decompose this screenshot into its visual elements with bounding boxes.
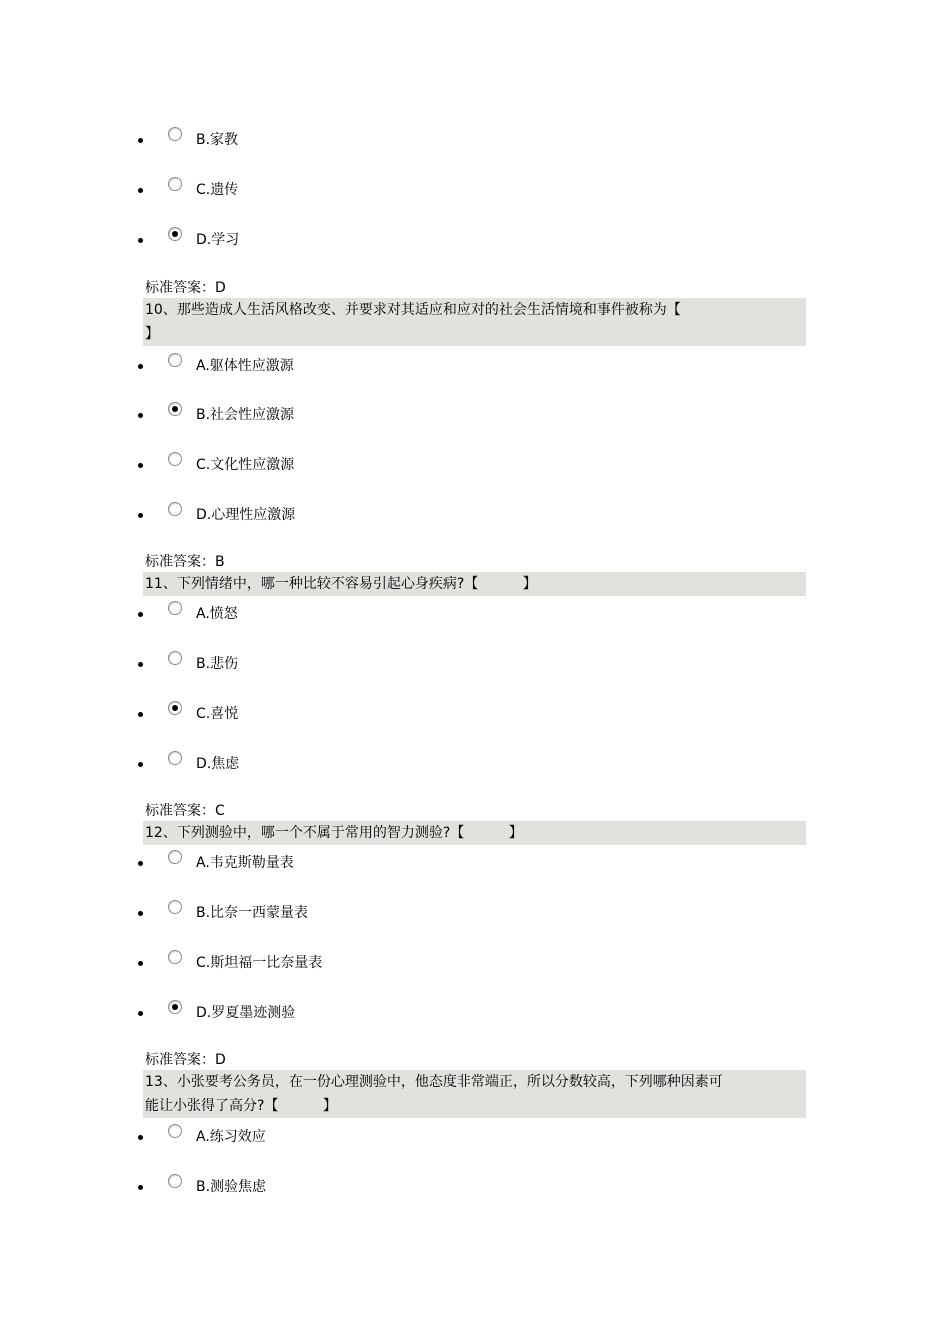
standard-answer: 标准答案：B: [145, 554, 225, 570]
radio-unchecked-icon[interactable]: [168, 127, 182, 141]
bullet-icon: [138, 364, 143, 369]
radio-unchecked-icon[interactable]: [168, 177, 182, 191]
bullet-icon: [138, 238, 143, 243]
option-label: C.文化性应激源: [196, 457, 295, 473]
option-label: C.斯坦福一比奈量表: [196, 955, 323, 971]
radio-unchecked-icon[interactable]: [168, 651, 182, 665]
standard-answer: 标准答案：D: [145, 1052, 226, 1068]
radio-unchecked-icon[interactable]: [168, 601, 182, 615]
question-line: 12、下列测验中，哪一个不属于常用的智力测验?【 】: [145, 825, 523, 841]
answer-option[interactable]: [138, 177, 798, 203]
answer-option[interactable]: [138, 227, 798, 253]
answer-option[interactable]: [138, 950, 798, 976]
answer-option[interactable]: [138, 601, 798, 627]
option-label: B.测验焦虑: [196, 1179, 267, 1195]
option-label: D.学习: [196, 232, 240, 248]
option-label: D.心理性应激源: [196, 507, 296, 523]
question-stem: [143, 1070, 806, 1118]
bullet-icon: [138, 961, 143, 966]
question-line: 】: [145, 326, 159, 342]
option-label: A.躯体性应激源: [196, 358, 294, 374]
radio-unchecked-icon[interactable]: [168, 353, 182, 367]
bullet-icon: [138, 463, 143, 468]
answer-option[interactable]: [138, 127, 798, 153]
radio-unchecked-icon[interactable]: [168, 452, 182, 466]
option-label: B.悲伤: [196, 656, 239, 672]
radio-unchecked-icon[interactable]: [168, 751, 182, 765]
answer-option[interactable]: [138, 1124, 798, 1150]
question-stem: [143, 572, 806, 596]
bullet-icon: [138, 762, 143, 767]
radio-unchecked-icon[interactable]: [168, 950, 182, 964]
answer-option[interactable]: [138, 452, 798, 478]
bullet-icon: [138, 662, 143, 667]
radio-unchecked-icon[interactable]: [168, 1124, 182, 1138]
option-label: C.喜悦: [196, 706, 239, 722]
bullet-icon: [138, 1135, 143, 1140]
option-label: C.遗传: [196, 182, 239, 198]
bullet-icon: [138, 612, 143, 617]
answer-option[interactable]: [138, 502, 798, 528]
answer-option[interactable]: [138, 651, 798, 677]
option-label: B.社会性应激源: [196, 407, 295, 423]
answer-option[interactable]: [138, 1000, 798, 1026]
answer-option[interactable]: [138, 402, 798, 428]
radio-checked-icon[interactable]: [168, 227, 182, 241]
standard-answer: 标准答案：C: [145, 803, 225, 819]
bullet-icon: [138, 1185, 143, 1190]
radio-checked-icon[interactable]: [168, 1000, 182, 1014]
question-line: 能让小张得了高分?【 】: [145, 1098, 337, 1114]
option-label: B.家教: [196, 132, 239, 148]
bullet-icon: [138, 188, 143, 193]
bullet-icon: [138, 911, 143, 916]
standard-answer: 标准答案：D: [145, 280, 226, 296]
radio-unchecked-icon[interactable]: [168, 502, 182, 516]
answer-option[interactable]: [138, 751, 798, 777]
question-stem: [143, 298, 806, 346]
bullet-icon: [138, 1011, 143, 1016]
answer-option[interactable]: [138, 900, 798, 926]
option-label: A.练习效应: [196, 1129, 266, 1145]
radio-unchecked-icon[interactable]: [168, 850, 182, 864]
option-label: D.罗夏墨迹测验: [196, 1005, 296, 1021]
radio-checked-icon[interactable]: [168, 701, 182, 715]
option-label: A.愤怒: [196, 606, 238, 622]
radio-checked-icon[interactable]: [168, 402, 182, 416]
question-stem: [143, 821, 806, 845]
bullet-icon: [138, 861, 143, 866]
answer-option[interactable]: [138, 701, 798, 727]
bullet-icon: [138, 513, 143, 518]
answer-option[interactable]: [138, 1174, 798, 1200]
bullet-icon: [138, 413, 143, 418]
radio-unchecked-icon[interactable]: [168, 1174, 182, 1188]
answer-option[interactable]: [138, 353, 798, 379]
question-line: 11、下列情绪中，哪一种比较不容易引起心身疾病?【 】: [145, 576, 537, 592]
question-line: 10、那些造成人生活风格改变、并要求对其适应和应对的社会生活情境和事件被称为【: [145, 302, 681, 318]
radio-unchecked-icon[interactable]: [168, 900, 182, 914]
bullet-icon: [138, 138, 143, 143]
question-line: 13、小张要考公务员，在一份心理测验中，他态度非常端正，所以分数较高，下列哪种因素可: [145, 1074, 723, 1090]
bullet-icon: [138, 712, 143, 717]
option-label: A.韦克斯勒量表: [196, 855, 294, 871]
option-label: D.焦虑: [196, 756, 240, 772]
option-label: B.比奈一西蒙量表: [196, 905, 309, 921]
answer-option[interactable]: [138, 850, 798, 876]
